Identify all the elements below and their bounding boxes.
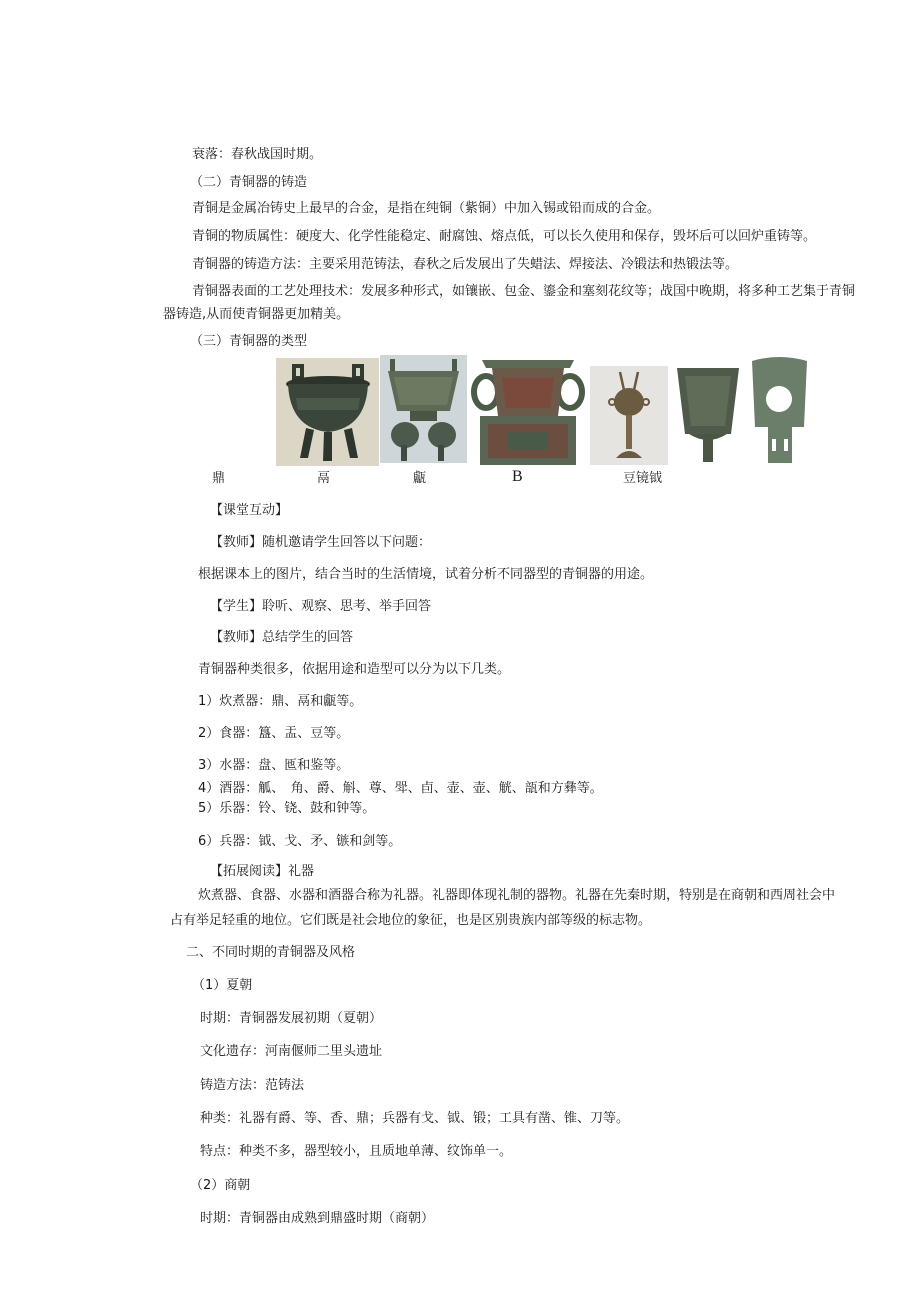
text-line: 青铜是金属冶铸史上最早的合金，是指在纯铜（紫铜）中加入锡或铅而成的合金。 <box>192 201 661 216</box>
text-line: 【教师】总结学生的回答 <box>210 630 354 645</box>
text-line: 青铜的物质属性：硬度大、化学性能稳定、耐腐蚀、熔点低，可以长久使用和保存，毁坏后可以回炉重铸等。 <box>192 229 817 244</box>
caption-b: B <box>512 468 523 485</box>
dou-vessel-image <box>590 366 668 465</box>
caption-ding: 鼎 <box>212 471 226 486</box>
text-line: 炊煮器、食器、水器和酒器合称为礼器。礼器即体现礼制的器物。礼器在先秦时期，特别是在商朝和西周社会中 <box>198 888 836 903</box>
caption-yan: 甗 <box>413 471 427 486</box>
list-item: 1）炊煮器：鼎、鬲和甗等。 <box>198 694 363 709</box>
subsection-heading: （1）夏朝 <box>192 978 253 993</box>
list-item: 4）酒器：觚、 角、爵、斛、尊、斝、卣、壶、壶、觥、瓿和方彝等。 <box>198 781 603 796</box>
list-item: 2）食器：簋、盂、豆等。 <box>198 726 350 741</box>
text-line: 青铜器表面的工艺处理技术：发展多种形式，如镶嵌、包金、鎏金和塞刻花纹等；战国中晚期，将多种工艺集于青铜 <box>192 284 856 299</box>
subsection-heading: （2）商朝 <box>190 1178 251 1193</box>
text-line: 【课堂互动】 <box>210 503 289 518</box>
section-heading: 二、不同时期的青铜器及风格 <box>186 945 356 960</box>
list-item: 5）乐器：铃、铙、鼓和钟等。 <box>198 801 376 816</box>
caption-dou-jing-yue: 豆镜钺 <box>623 471 663 486</box>
yan-vessel-image <box>380 355 467 463</box>
text-line: 时期：青铜器由成熟到鼎盛时期（商朝） <box>200 1211 435 1226</box>
section-heading: （三）青铜器的类型 <box>190 334 308 349</box>
b-vessel-image <box>470 354 586 467</box>
jing-vessel-image <box>673 364 743 465</box>
list-item: 3）水器：盘、匜和鉴等。 <box>198 758 350 773</box>
caption-li: 鬲 <box>317 471 331 486</box>
text-line: 文化遗存：河南偃师二里头遗址 <box>200 1044 383 1059</box>
ding-vessel-image <box>276 358 379 466</box>
text-line: 【教师】随机邀请学生回答以下问题： <box>210 535 432 550</box>
text-line: 根据课本上的图片，结合当时的生活情境，试着分析不同器型的青铜器的用途。 <box>198 567 654 582</box>
text-line: 时期：青铜器发展初期（夏朝） <box>200 1011 383 1026</box>
text-line: 【拓展阅读】礼器 <box>210 864 315 879</box>
text-line: 占有举足轻重的地位。它们既是社会地位的象征，也是区别贵族内部等级的标志物。 <box>170 913 652 928</box>
text-line: 衰落：春秋战国时期。 <box>192 147 323 162</box>
text-line: 青铜器种类很多，依据用途和造型可以分为以下几类。 <box>198 662 511 677</box>
text-line: 特点：种类不多，器型较小，且质地单薄、纹饰单一。 <box>200 1144 513 1159</box>
yue-axe-image <box>748 353 811 467</box>
text-line: 器铸造,从而使青铜器更加精美。 <box>163 307 350 322</box>
text-line: 青铜器的铸造方法：主要采用范铸法，春秋之后发展出了失蜡法、焊接法、冷锻法和热锻法等。 <box>192 257 739 272</box>
section-heading: （二）青铜器的铸造 <box>190 175 308 190</box>
text-line: 【学生】聆听、观察、思考、举手回答 <box>210 599 432 614</box>
text-line: 铸造方法：范铸法 <box>200 1078 305 1093</box>
list-item: 6）兵器：钺、戈、矛、镞和剑等。 <box>198 834 402 849</box>
text-line: 种类：礼器有爵、等、香、鼎；兵器有戈、钺、锻；工具有凿、锥、刀等。 <box>200 1111 630 1126</box>
